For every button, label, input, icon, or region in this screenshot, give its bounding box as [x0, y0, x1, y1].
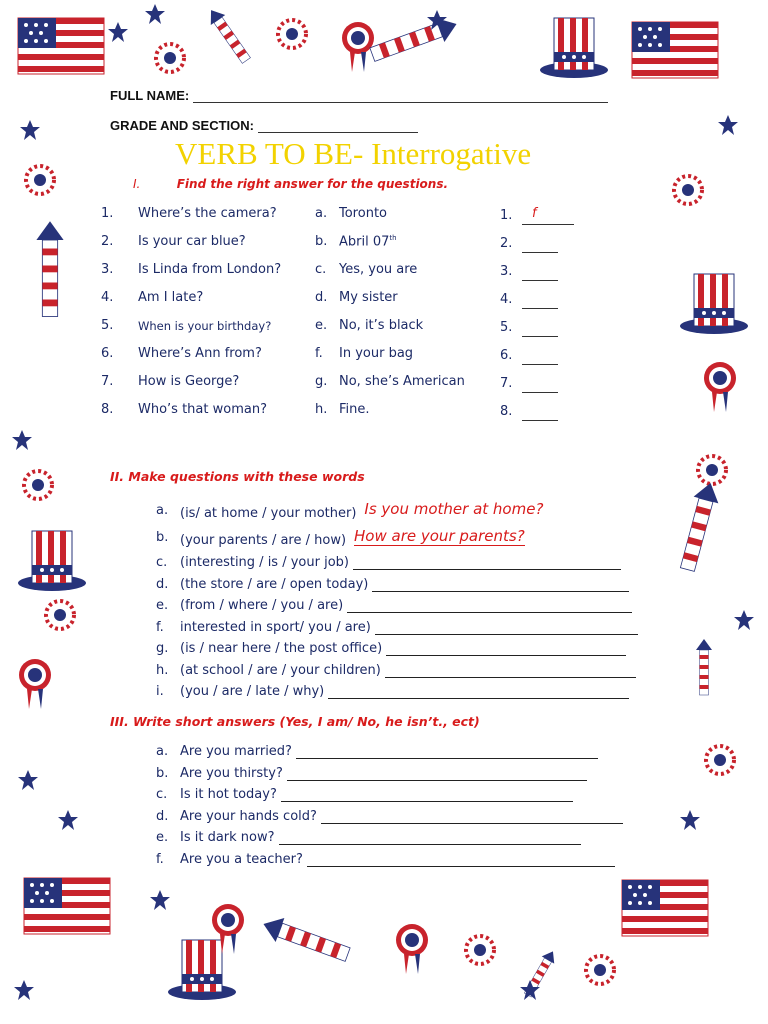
section3-item	[180, 830, 581, 845]
question-text: Where’s Ann from?	[138, 346, 262, 361]
answer-number: 7.	[500, 376, 513, 391]
rosette-icon	[342, 22, 374, 72]
star-icon	[12, 430, 32, 450]
section3-item-letter: c.	[156, 787, 168, 802]
section2-item	[180, 577, 629, 592]
star-icon	[14, 980, 34, 1000]
option-letter: e.	[315, 318, 328, 333]
section3-item-letter: b.	[156, 765, 169, 781]
option-text	[339, 402, 370, 417]
flag-icon	[18, 18, 104, 74]
section2-answer-line[interactable]	[353, 556, 621, 570]
option-text	[339, 374, 465, 389]
section3-answer-line[interactable]	[281, 788, 573, 802]
section3-item	[180, 787, 573, 802]
star-icon	[145, 4, 165, 24]
rosette-icon	[396, 924, 428, 974]
section3-item	[180, 852, 615, 867]
option-superscript: th	[389, 234, 397, 242]
section2-prompt: (is / near here / the post office)	[180, 641, 383, 656]
option-letter: f.	[315, 346, 323, 361]
section2-item	[180, 684, 629, 699]
option-letter: a.	[315, 206, 328, 221]
full-name-label: FULL NAME:	[110, 88, 190, 103]
question-number: 3.	[101, 262, 114, 277]
rosette-icon	[19, 659, 51, 709]
section3-answer-line[interactable]	[279, 831, 581, 845]
section1-numeral: I.	[133, 177, 141, 191]
section1-heading	[133, 177, 448, 191]
grade-label: GRADE AND SECTION:	[110, 118, 254, 133]
option-text	[339, 262, 417, 277]
rocket-icon	[368, 12, 461, 67]
full-name-row	[110, 88, 608, 103]
section2-heading: II. Make questions with these words	[110, 469, 365, 484]
section2-item-letter: e.	[156, 598, 169, 613]
section2-item	[180, 598, 632, 613]
rocket-icon	[204, 5, 254, 66]
question-text: Where’s the camera?	[138, 206, 277, 221]
option-text-main: In your bag	[339, 346, 414, 361]
section2-answer-line[interactable]	[372, 578, 629, 592]
firework-icon	[24, 471, 52, 499]
flag-icon	[632, 22, 718, 78]
section2-answer-line[interactable]	[347, 599, 632, 613]
section3-prompt: Are your hands cold?	[180, 808, 317, 824]
question-text: Am I late?	[138, 290, 204, 305]
star-icon	[20, 120, 40, 140]
section2-item	[180, 641, 626, 656]
answer-number: 5.	[500, 320, 513, 335]
section2-item	[180, 555, 621, 570]
section2-item	[180, 500, 544, 521]
option-text	[339, 318, 423, 333]
section3-prompt: Are you a teacher?	[180, 851, 303, 867]
section2-item-letter: i.	[156, 684, 164, 699]
option-text-main: My sister	[339, 290, 398, 305]
section3-item-letter: d.	[156, 808, 169, 824]
firework-icon	[706, 746, 734, 774]
answer-blank[interactable]	[522, 378, 558, 393]
section3-prompt: Is it dark now?	[180, 830, 275, 845]
star-icon	[718, 115, 738, 135]
section3-answer-line[interactable]	[296, 745, 598, 759]
firework-icon	[466, 936, 494, 964]
option-letter: d.	[315, 290, 328, 305]
question-number: 1.	[101, 206, 114, 221]
answer-blank[interactable]	[522, 322, 558, 337]
section3-prompt: Are you married?	[180, 744, 292, 759]
section3-answer-line[interactable]	[287, 767, 587, 781]
section2-prompt: interested in sport/ you / are)	[180, 619, 371, 635]
section2-answer: Is you mother at home?	[364, 500, 544, 518]
section2-answer-line[interactable]	[385, 664, 636, 678]
section2-prompt: (you / are / late / why)	[180, 684, 325, 699]
flag-icon	[24, 878, 110, 934]
rocket-icon	[696, 639, 712, 695]
page-title: VERB TO BE- Interrogative	[175, 136, 532, 171]
grade-row	[110, 118, 418, 133]
section2-prompt: (your parents / are / how)	[180, 533, 347, 548]
section3-item	[180, 766, 587, 781]
full-name-field[interactable]	[193, 88, 608, 103]
grade-field[interactable]	[258, 118, 418, 133]
option-text-main: Fine.	[339, 402, 370, 417]
answer-blank[interactable]	[522, 238, 558, 253]
star-icon	[18, 770, 38, 790]
answer-number: 6.	[500, 348, 513, 363]
option-text	[339, 206, 387, 221]
section2-item	[180, 663, 636, 678]
section3-item-letter: a.	[156, 744, 169, 759]
section2-item	[180, 527, 525, 548]
firework-icon	[278, 20, 306, 48]
star-icon	[58, 810, 78, 830]
section2-answer-line[interactable]	[375, 621, 638, 635]
question-number: 2.	[101, 234, 114, 249]
section3-prompt: Are you thirsty?	[180, 765, 283, 781]
firework-icon	[156, 44, 184, 72]
answer-number: 1.	[500, 208, 513, 223]
section3-heading: III. Write short answers (Yes, I am/ No, he isn’t., ect)	[110, 714, 480, 729]
option-text	[339, 346, 413, 361]
uncle-sam-hat-icon	[680, 274, 748, 334]
option-text-main: Abril 07	[339, 234, 390, 250]
answer-blank[interactable]	[522, 266, 558, 281]
star-icon	[108, 22, 128, 42]
section2-item-letter: h.	[156, 662, 169, 678]
flag-icon	[622, 880, 708, 936]
section2-prompt: (interesting / is / your job)	[180, 555, 349, 570]
section2-prompt: (at school / are / your children)	[180, 662, 381, 678]
section3-prompt: Is it hot today?	[180, 787, 277, 802]
option-letter: b.	[315, 234, 328, 249]
question-text: Is Linda from London?	[138, 262, 282, 277]
option-letter: g.	[315, 374, 328, 389]
section3-answer-line[interactable]	[307, 853, 615, 867]
firework-icon	[46, 601, 74, 629]
rocket-icon	[36, 221, 63, 316]
question-text: Who’s that woman?	[138, 402, 267, 417]
answer-number: 4.	[500, 292, 513, 307]
question-number: 6.	[101, 346, 114, 361]
section2-answer-line[interactable]	[328, 685, 629, 699]
answer-blank[interactable]	[522, 294, 558, 309]
firework-icon	[698, 456, 726, 484]
question-text: Is your car blue?	[138, 234, 246, 249]
section3-item-letter: e.	[156, 830, 169, 845]
option-text-main: Toronto	[339, 206, 387, 221]
rocket-icon	[675, 480, 723, 573]
question-number: 5.	[101, 318, 114, 333]
option-text	[339, 290, 398, 305]
answer-value: f	[532, 206, 537, 221]
firework-icon	[586, 956, 614, 984]
section2-item-letter: f.	[156, 619, 164, 635]
option-letter: c.	[315, 262, 327, 277]
section2-prompt: (the store / are / open today)	[180, 576, 369, 592]
section3-item	[180, 744, 598, 759]
question-number: 7.	[101, 374, 114, 389]
firework-icon	[674, 176, 702, 204]
uncle-sam-hat-icon	[168, 940, 236, 1000]
section2-prompt: (is/ at home / your mother)	[180, 506, 357, 521]
section2-item-letter: g.	[156, 641, 169, 656]
section2-item-letter: d.	[156, 576, 169, 592]
section3-item	[180, 809, 623, 824]
option-text-main: No, it’s black	[339, 318, 424, 333]
star-icon	[734, 610, 754, 630]
answer-number: 3.	[500, 264, 513, 279]
question-text: When is your birthday?	[138, 319, 272, 333]
section2-item-letter: a.	[156, 503, 169, 518]
option-text-main: No, she’s American	[339, 374, 465, 389]
section2-prompt: (from / where / you / are)	[180, 598, 344, 613]
section2-answer: How are your parents?	[354, 527, 525, 545]
answer-number: 2.	[500, 236, 513, 251]
uncle-sam-hat-icon	[540, 18, 608, 78]
section2-item-letter: b.	[156, 530, 169, 545]
rocket-icon	[259, 912, 352, 967]
section2-item	[180, 620, 638, 635]
question-number: 8.	[101, 402, 114, 417]
option-text	[339, 234, 397, 249]
section1-instruction: Find the right answer for the questions.	[176, 177, 449, 191]
rosette-icon	[704, 362, 736, 412]
answer-blank[interactable]	[522, 350, 558, 365]
star-icon	[680, 810, 700, 830]
answer-blank[interactable]	[522, 406, 558, 421]
section3-item-letter: f.	[156, 851, 164, 867]
answer-number: 8.	[500, 404, 513, 419]
section2-item-letter: c.	[156, 555, 168, 570]
question-text: How is George?	[138, 374, 240, 389]
answer-blank[interactable]	[522, 206, 574, 225]
question-number: 4.	[101, 290, 114, 305]
uncle-sam-hat-icon	[18, 531, 86, 591]
option-letter: h.	[315, 402, 328, 417]
firework-icon	[26, 166, 54, 194]
section3-answer-line[interactable]	[321, 810, 623, 824]
section2-answer-line[interactable]	[386, 642, 626, 656]
option-text-main: Yes, you are	[339, 262, 418, 277]
star-icon	[150, 890, 170, 910]
